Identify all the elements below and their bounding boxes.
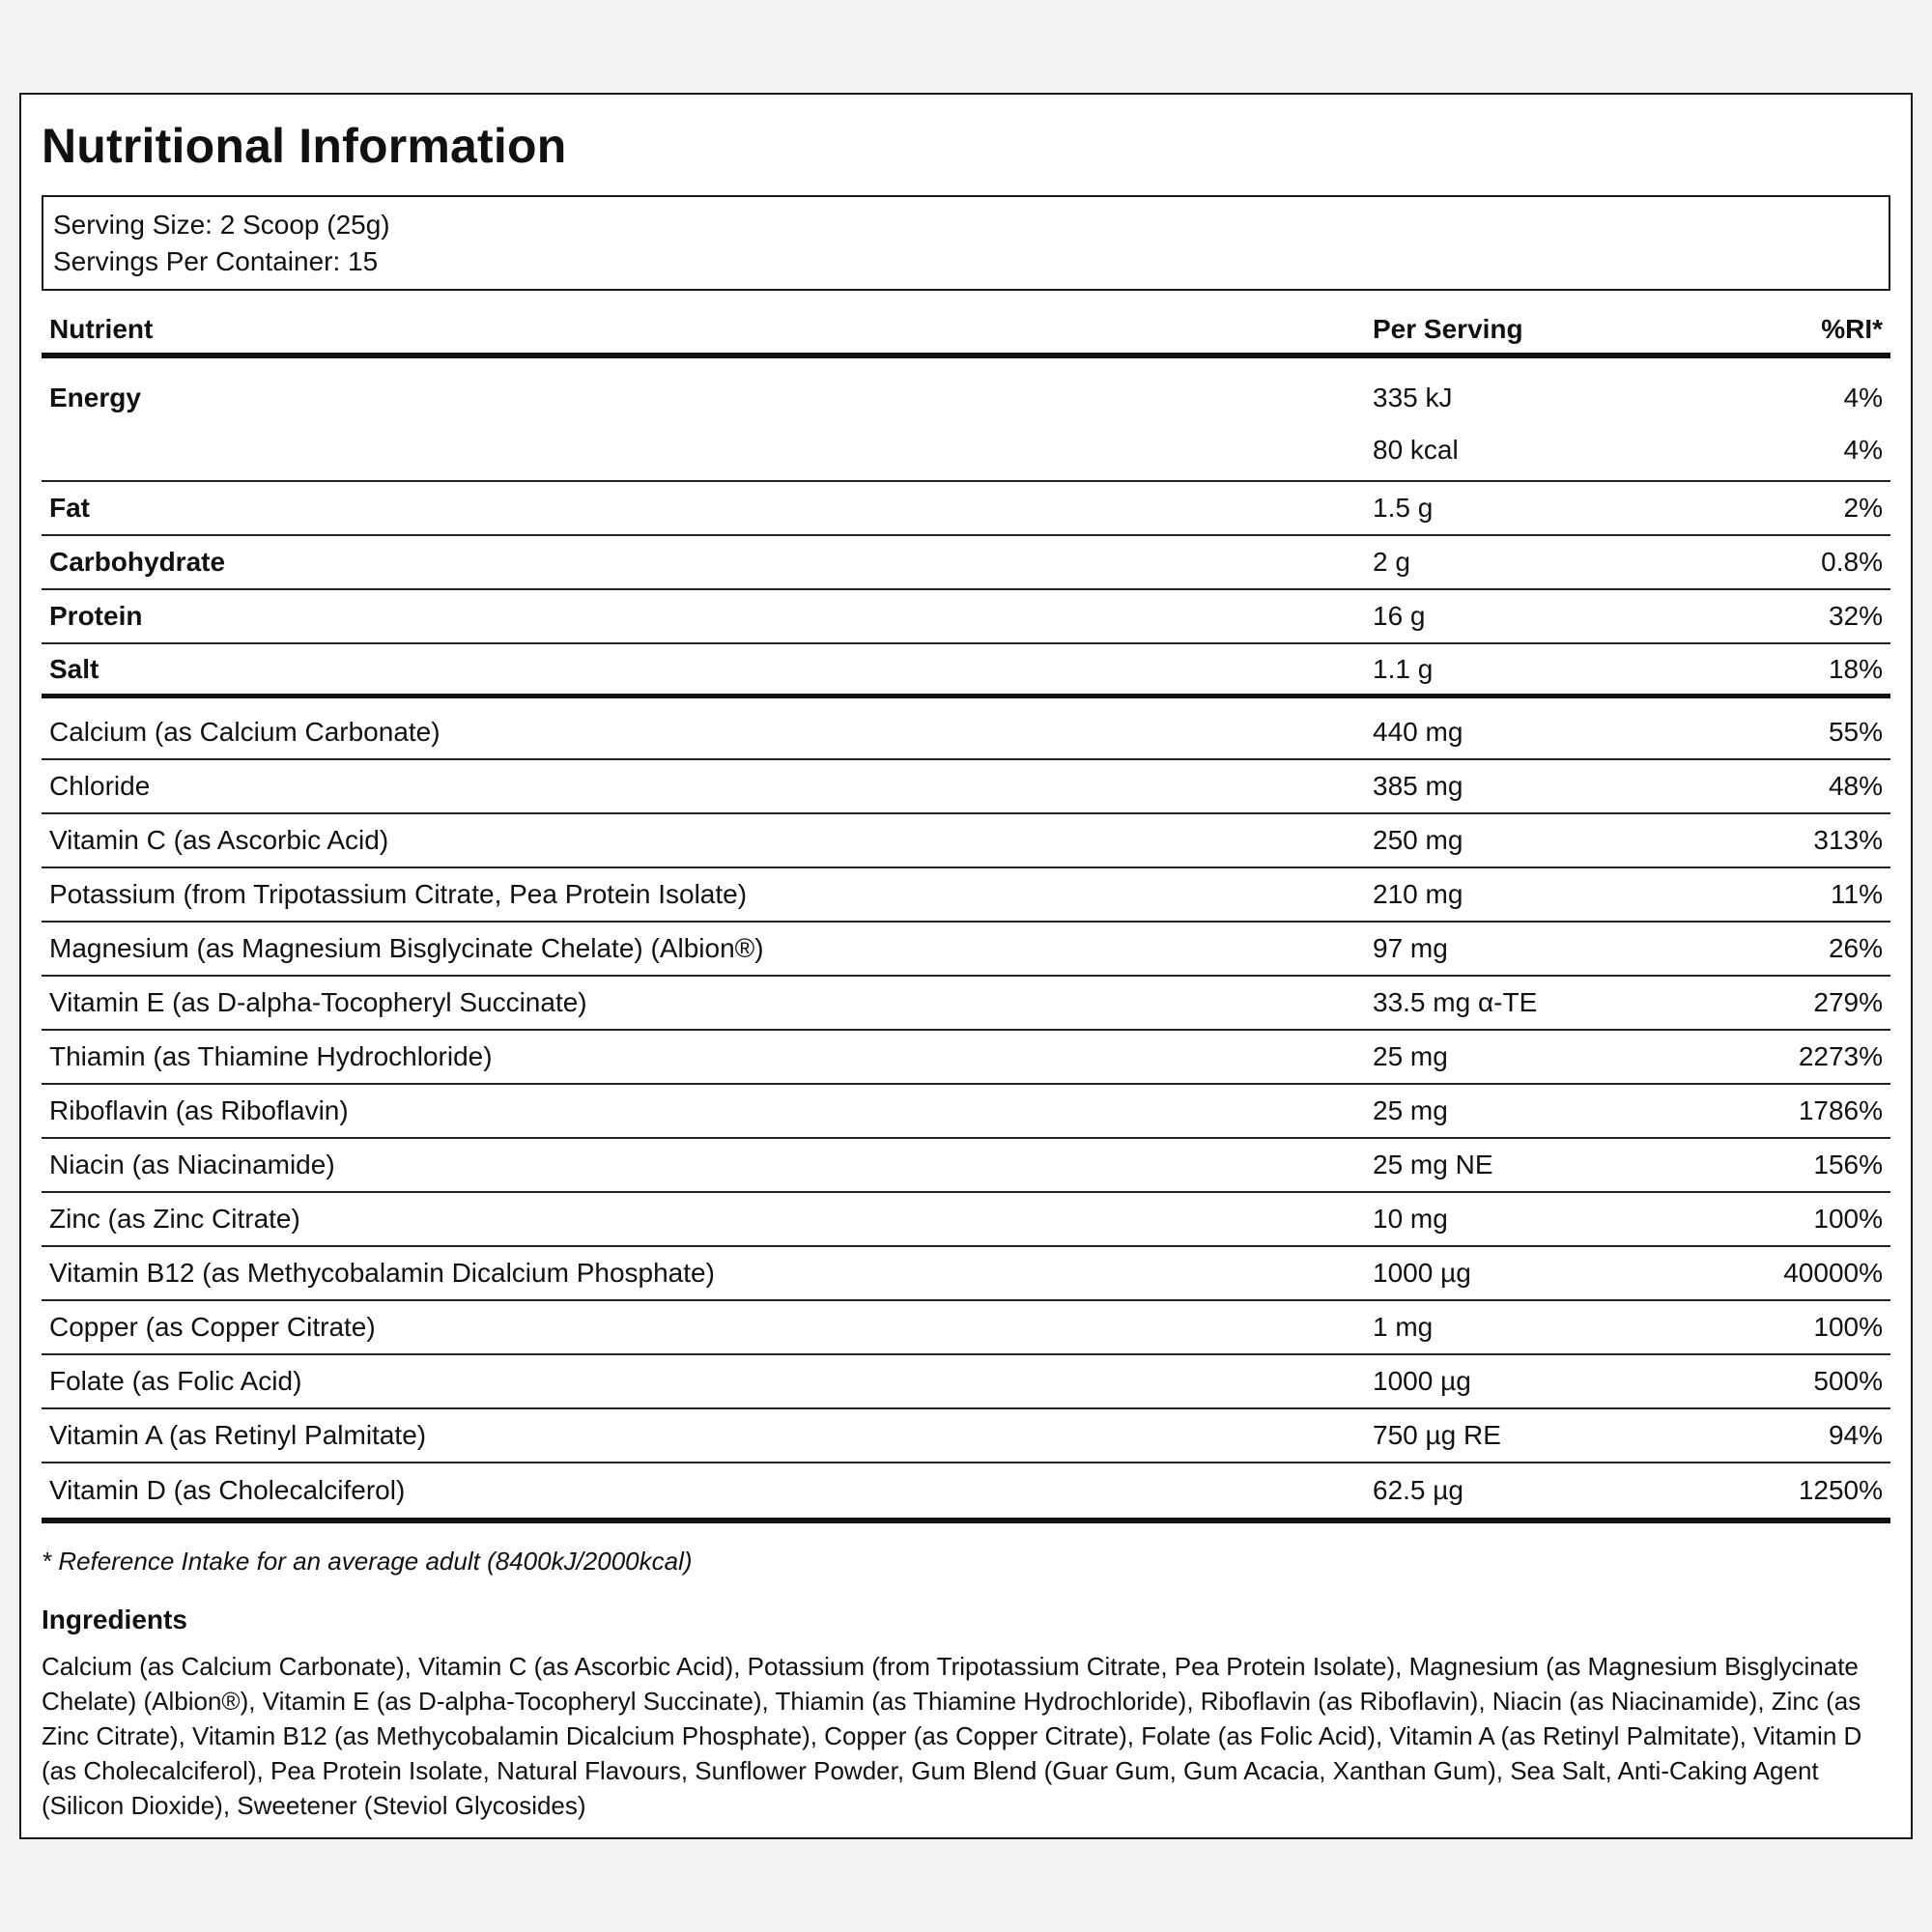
nutrient-name: Folate (as Folic Acid) [49, 1366, 302, 1396]
table-row [42, 1301, 1890, 1355]
table-row [42, 644, 1890, 698]
nutrient-ri: 11% [1831, 879, 1883, 909]
nutrient-name: Vitamin B12 (as Methycobalamin Dicalcium Phosphate) [49, 1258, 715, 1288]
nutrient-amount: 750 µg RE [1373, 1420, 1501, 1450]
nutrient-name: Vitamin C (as Ascorbic Acid) [49, 825, 389, 855]
nutrient-name: Zinc (as Zinc Citrate) [49, 1204, 300, 1234]
nutrient-name: Protein [49, 601, 143, 631]
table-row [42, 424, 1890, 476]
nutrient-amount: 335 kJ [1373, 383, 1453, 412]
nutrient-ri: 4% [1843, 435, 1883, 465]
nutrient-ri: 1250% [1798, 1475, 1883, 1505]
table-row [42, 1031, 1890, 1085]
nutrient-amount: 385 mg [1373, 771, 1463, 801]
header-nutrient: Nutrient [49, 314, 154, 344]
nutrient-ri: 100% [1813, 1312, 1883, 1342]
nutrient-ri: 2273% [1798, 1041, 1883, 1071]
nutrient-name: Calcium (as Calcium Carbonate) [49, 717, 440, 747]
header-per-serving: Per Serving [1373, 314, 1523, 344]
table-row [42, 1355, 1890, 1409]
table-row [42, 536, 1890, 590]
table-row [42, 590, 1890, 644]
page-title: Nutritional Information [42, 119, 567, 173]
nutrient-ri: 156% [1813, 1150, 1883, 1179]
nutrient-ri: 94% [1828, 1420, 1883, 1450]
nutrient-amount: 62.5 µg [1373, 1475, 1463, 1505]
nutrient-ri: 313% [1813, 825, 1883, 855]
nutrient-ri: 500% [1813, 1366, 1883, 1396]
table-row [42, 977, 1890, 1031]
table-row [42, 1463, 1890, 1518]
table-row [42, 760, 1890, 814]
nutrient-amount: 33.5 mg α-TE [1373, 987, 1538, 1017]
nutrient-name: Thiamin (as Thiamine Hydrochloride) [49, 1041, 493, 1071]
nutrient-ri: 100% [1813, 1204, 1883, 1234]
nutrient-amount: 210 mg [1373, 879, 1463, 909]
nutrient-amount: 25 mg NE [1373, 1150, 1493, 1179]
nutrient-amount: 1.5 g [1373, 493, 1434, 523]
nutrient-name: Chloride [49, 771, 151, 801]
nutrient-ri: 2% [1843, 493, 1883, 523]
nutrient-name: Magnesium (as Magnesium Bisglycinate Chelate) (Albion®) [49, 933, 764, 963]
nutrition-table [42, 312, 1890, 1523]
nutrient-name: Copper (as Copper Citrate) [49, 1312, 376, 1342]
ingredients-text: Calcium (as Calcium Carbonate), Vitamin C (as Ascorbic Acid), Potassium (from Tripotassium Citrate, Pea Protein Isolate), Magnesium (as Magnesium Bisglycinate Chelate) (Albion®), Vitamin E (as D-alpha-Tocopheryl Succinate), Thiamin (as Thiamine Hydrochloride), Riboflavin (as Riboflavin), Niacin (as Niacinamide), Zinc (as Zinc Citrate), Vitamin B12 (as Methycobalamin Dicalcium Phosphate), Copper (as Copper Citrate), Folate (as Folic Acid), Vitamin A (as Retinyl Palmitate), Vitamin D (as Cholecalciferol), Pea Protein Isolate, Natural Flavours, Sunflower Powder, Gum Blend (Guar Gum, Gum Acacia, Xanthan Gum), Sea Salt, Anti-Caking Agent (Silicon Dioxide), Sweetener (Steviol Glycosides) [42, 1652, 1862, 1820]
nutrient-amount: 97 mg [1373, 933, 1448, 963]
nutrient-amount: 16 g [1373, 601, 1426, 631]
nutrient-ri: 279% [1813, 987, 1883, 1017]
nutrient-ri: 1786% [1798, 1095, 1883, 1125]
nutrient-amount: 1.1 g [1373, 653, 1434, 684]
nutrient-name: Carbohydrate [49, 547, 226, 577]
minor-nutrients [42, 698, 1890, 1523]
nutrient-ri: 40000% [1783, 1258, 1883, 1288]
major-nutrients [42, 482, 1890, 698]
nutrient-amount: 2 g [1373, 547, 1410, 577]
nutrient-name: Energy [49, 383, 141, 412]
table-row [42, 1247, 1890, 1301]
header-ri: %RI* [1821, 314, 1883, 344]
nutrient-amount: 80 kcal [1373, 435, 1459, 465]
table-row [42, 1085, 1890, 1139]
nutrient-amount: 1000 µg [1373, 1366, 1471, 1396]
servings-per-container: Servings Per Container: 15 [53, 246, 379, 276]
nutrient-ri: 18% [1828, 653, 1883, 684]
nutrient-amount: 25 mg [1373, 1095, 1448, 1125]
nutrient-amount: 10 mg [1373, 1204, 1448, 1234]
nutrient-amount: 440 mg [1373, 717, 1463, 747]
ri-footnote: * Reference Intake for an average adult (8400kJ/2000kcal) [42, 1547, 693, 1576]
nutrient-amount: 250 mg [1373, 825, 1463, 855]
nutrient-name: Salt [49, 653, 99, 684]
table-row [42, 482, 1890, 536]
nutrient-name: Riboflavin (as Riboflavin) [49, 1095, 349, 1125]
nutrient-amount: 25 mg [1373, 1041, 1448, 1071]
nutrient-name: Vitamin A (as Retinyl Palmitate) [49, 1420, 427, 1450]
serving-size: Serving Size: 2 Scoop (25g) [53, 210, 390, 240]
nutrient-ri: 32% [1828, 601, 1883, 631]
nutrient-amount: 1000 µg [1373, 1258, 1471, 1288]
nutrient-name: Potassium (from Tripotassium Citrate, Pea Protein Isolate) [49, 879, 748, 909]
nutrient-ri: 48% [1828, 771, 1883, 801]
nutrient-ri: 26% [1828, 933, 1883, 963]
nutrient-ri: 4% [1843, 383, 1883, 412]
energy-block [42, 358, 1890, 482]
nutrient-name: Fat [49, 493, 90, 523]
table-row [42, 868, 1890, 923]
ingredients-heading: Ingredients [42, 1605, 187, 1634]
table-row [42, 372, 1890, 424]
nutrition-panel [19, 93, 1913, 1839]
table-row [42, 1193, 1890, 1247]
nutrient-ri: 55% [1828, 717, 1883, 747]
nutrient-name: Vitamin D (as Cholecalciferol) [49, 1475, 406, 1505]
table-row [42, 923, 1890, 977]
table-header-row [42, 312, 1890, 358]
serving-info-box [42, 195, 1890, 291]
table-row [42, 1409, 1890, 1463]
table-row [42, 706, 1890, 760]
table-row [42, 814, 1890, 868]
nutrient-name: Niacin (as Niacinamide) [49, 1150, 335, 1179]
nutrient-amount: 1 mg [1373, 1312, 1434, 1342]
nutrient-name: Vitamin E (as D-alpha-Tocopheryl Succinate) [49, 987, 587, 1017]
table-row [42, 1139, 1890, 1193]
nutrient-ri: 0.8% [1821, 547, 1883, 577]
